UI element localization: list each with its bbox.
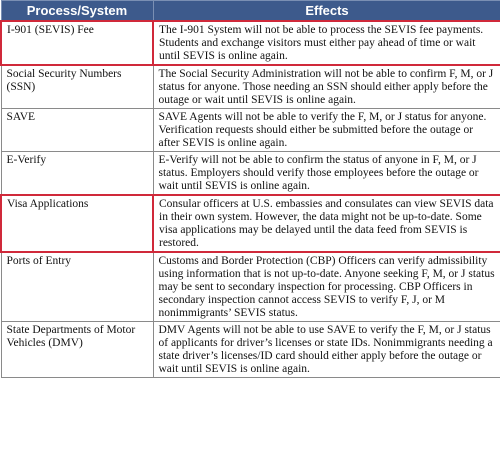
process-system-cell: State Departments of Motor Vehicles (DMV) — [1, 322, 153, 378]
effects-cell: SAVE Agents will not be able to verify the F, M, or J status for anyone. Verification requests should either be submitted before the outage or after SEVIS is online again. — [153, 109, 500, 152]
process-system-cell: Ports of Entry — [1, 252, 153, 322]
process-system-cell: SAVE — [1, 109, 153, 152]
table-header-row — [1, 1, 500, 22]
header-process-system: Process/System — [1, 1, 153, 22]
effects-cell: E-Verify will not be able to confirm the status of anyone in F, M, or J status. Employers should verify those employees before the outage or wait until SEVIS is online again. — [153, 152, 500, 196]
table-row — [1, 109, 500, 152]
table-row — [1, 65, 500, 109]
table-body — [1, 21, 500, 378]
effects-cell: Customs and Border Protection (CBP) Officers can verify admissibility using information that is not up-to-date. Anyone seeking F, M, or J status may be sent to secondary inspection for processing. CBP Officers in secondary inspection cannot access SEVIS to verify F, J, or M nonimmigrants’ SEVIS status. — [153, 252, 500, 322]
table-row — [1, 322, 500, 378]
effects-cell: DMV Agents will not be able to use SAVE to verify the F, M, or J status of applicants for driver’s licenses or state IDs. Nonimmigrants needing a state driver’s licenses/ID card should either apply before the outage or wait until SEVIS is online again. — [153, 322, 500, 378]
process-system-cell: E-Verify — [1, 152, 153, 196]
table-row — [1, 195, 500, 252]
effects-cell: The I-901 System will not be able to process the SEVIS fee payments. Students and exchange visitors must either pay ahead of time or wait until SEVIS is online again. — [153, 21, 500, 65]
header-effects: Effects — [153, 1, 500, 22]
process-system-cell: Social Security Numbers (SSN) — [1, 65, 153, 109]
effects-cell: The Social Security Administration will not be able to confirm F, M, or J status for anyone. Those needing an SSN should either apply before the outage or wait until SEVIS is online again. — [153, 65, 500, 109]
effects-cell: Consular officers at U.S. embassies and consulates can view SEVIS data in their own system. However, the data might not be up-to-date. Some visa applications may be delayed until the data feed from SEVIS is restored. — [153, 195, 500, 252]
table-row — [1, 152, 500, 196]
table-row — [1, 21, 500, 65]
process-system-cell: I-901 (SEVIS) Fee — [1, 21, 153, 65]
process-system-cell: Visa Applications — [1, 195, 153, 252]
table-row — [1, 252, 500, 322]
